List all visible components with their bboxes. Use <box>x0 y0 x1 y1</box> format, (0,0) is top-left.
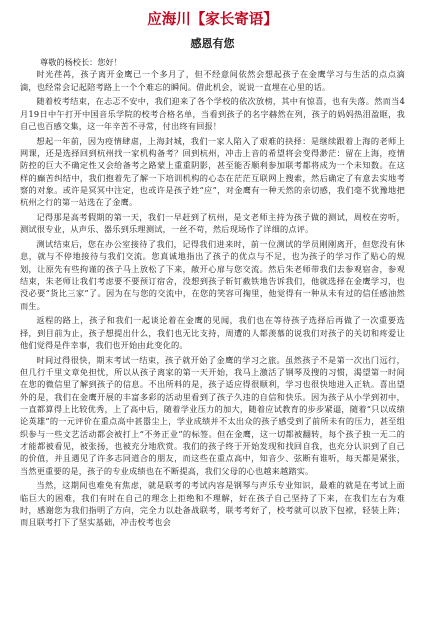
paragraph-5: 测试结束后，您在办公室接待了我们，记得我们进来时，前一位测试的学员刚刚离开，但您没有休息，就与不停地接待与我们交流。您真诚地指出了孩子的优点与不足，也为孩子的学习作了贴心的规划，让原先有些拘谨的孩子马上放松了下来，敞开心扉与您交流。然后朱老师带我们去参观宿舍，参观结束，朱老师让我们考虑要不要预订宿舍，没想到孩子斩钉截铁地告诉我们，他就选择在金鹰学习，也没必要“货比三家”了。因为在与您的交流中，在您的笑容可掬里，他觉得有一种从未有过的信任感油然而生。 <box>20 239 405 311</box>
document-title <box>20 10 405 30</box>
paragraph-6: 返程的路上，孩子和我们一起谈论着在金鹰的见闻，我们也在等待孩子选择后再做了一次重要选择，到目前为止，孩子想提出什么，我们也无比支持，周遭的人都羡慕的说我们对孩子的关切和疼爱让他们觉得是件幸事，我们也开始由此变化的。 <box>20 315 405 351</box>
bracket-open: 【 <box>190 11 206 28</box>
paragraph-7: 时间过得很快，期末考试一结束，孩子就开始了金鹰的学习之旅。虽然孩子不是第一次出门远行，但几行千里文章免担忧，所以从孩子离家的第一天开始，我马上激活了钢琴及搜的习惯，渴望第一时间在您的微信里了解到孩子的信息。不出所料的是，孩子适应得很顺利，学习也很快地进入正轨。喜出望外的是，我们在金鹰开展的丰富多彩的活动里看到了孩子久违的自信和快乐。因为孩子从小学到初中，一直都算得上比较优秀，上了高中后，随着学业压力的加大，随着应试教育的步步紧逼，随着“只以成绩论英雄”的一元评价在重点高中甚嚣尘上，学业成绩并不太出众的孩子感受到了前所未有的压力，甚至组织参与一些文艺活动都会被打上“不务正业”的标签。但在金鹰，这一切都被翻转，每个孩子独一无二的才能都被看见，被张扬，也被充分地欣赏。我们的孩子终于开始发现和找回自我，也充分认识到了自己的价值，并且遇见了许多志同道合的朋友，而这些在重点高中，知音少、弦断有谁听，每天都是紧张，当然更重要的是，孩子的专业成绩也在不断提高，我们父母的心也越来越踏实。 <box>20 354 405 476</box>
bracket-close: 】 <box>263 11 278 28</box>
bottom-fade <box>0 612 425 640</box>
paragraph-3: 想起一年前，因为疫情肆虐，上海封城，我们一家人陷入了艰难的抉择：是继续跟着上海的老师上网课，还是选择回到杭州找一家机构备考？回到杭州，冲击上音的希望将会变得渺茫：留在上海，疫情防控的巨大不确定性又会给备考之路蒙上重重阴影，甚至能否顺利参加联考都将成为一个未知数。在这样的癫苦纠结中，我们抱着先了解一下培训机构的心态在茫茫互联网上搜索，然后确定了有意去实地考察的对象。或许是冥冥中注定，也或许是孩子姓“应”，对金鹰有一种天然的亲切感，我们毫不犹豫地把杭州之行的第一站选在了金鹰。 <box>20 135 405 208</box>
author-name: 应海川 <box>147 11 191 28</box>
salutation: 尊敬的杨校长：您好！ <box>40 57 122 67</box>
column-tag: 家长寄语 <box>205 11 264 28</box>
paragraph-2: 随着校考结束，在忐忑不安中，我们迎来了各个学校的依次放榜，其中有惊喜，也有失落。然而当4月19日中午打开中国音乐学院的校考合格名单，当看到孩子的名字赫然在列，孩子的妈妈热泪盈眶，我自己也百感交集，这一年辛苦不寻常，付出终有回报！ <box>20 96 405 131</box>
paragraph-1: 时光荏苒，孩子离开金鹰已一个多月了，但不经意间依然会想起孩子在金鹰学习与生活的点点滴滴，也经常会记起陪考路上一个个难忘的瞬间。借此机会，说说一直埋在心里的话。 <box>20 69 405 92</box>
paragraph-8: 当然，这期间也难免有焦虑，就是联考的考试内容是钢琴与声乐专业知识，最难的就是在考试上面临巨大的困难，我们有时在自己的理念上拒绝和不理解，好在孩子自己坚持了下来，在我们左右为难时，感谢您为我们指明了方向，完全力以赴备战联考，联考考好了，校考就可以放下包袱，轻装上阵；而且联考打下了坚实基础，冲击校考也会 <box>20 480 405 528</box>
document-subtitle: 感恩有您 <box>190 37 235 50</box>
paragraph-4: 记得那是高考假期的第一天，我们一早赶到了杭州，是文老师主持为孩子做的测试，周校在旁听，测试很专业，从声乐、器乐到乐理测试，一丝不苟，然后现场作了详细的点评。 <box>20 212 405 235</box>
